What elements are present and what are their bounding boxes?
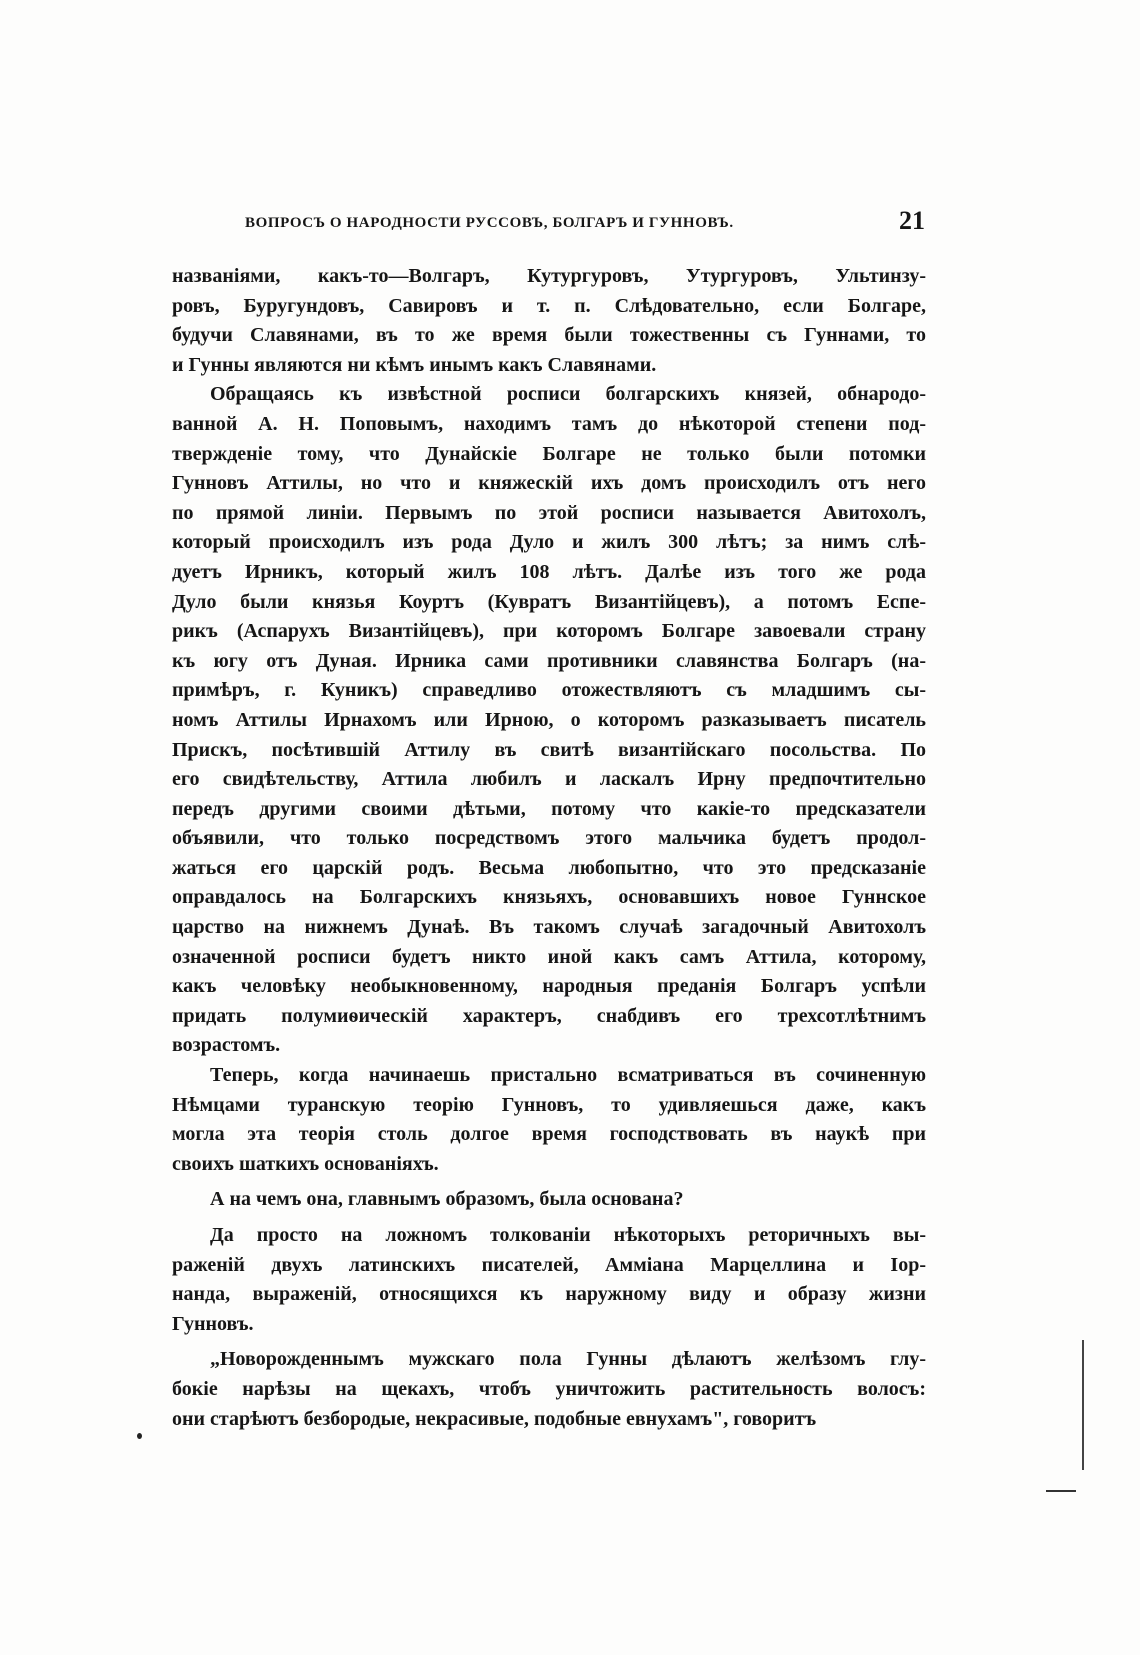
text-line: Теперь, когда начинаешь пристально всматриваться въ сочиненную — [210, 1064, 926, 1087]
text-line: могла эта теорія столь долгое время господствовать въ наукѣ при — [172, 1123, 926, 1146]
text-line: означенной росписи будетъ никто иной какъ самъ Аттила, которому, — [172, 945, 926, 968]
running-title: ВОПРОСЪ О НАРОДНОСТИ РУССОВЪ, БОЛГАРЪ И ГУННОВЪ. — [245, 215, 734, 231]
paragraph — [172, 380, 926, 1061]
text-line: царство на нижнемъ Дунаѣ. Въ такомъ случаѣ загадочный Авитохолъ — [172, 916, 926, 939]
text-line: жаться его царскій родъ. Весьма любопытно, что это предсказаніе — [172, 856, 926, 879]
text-line: своихъ шаткихъ основаніяхъ. — [172, 1152, 439, 1175]
text-line: твержденіе тому, что Дунайскіе Болгаре не только были потомки — [172, 442, 926, 465]
paragraph — [172, 1061, 926, 1179]
text-line: Гунновъ Аттилы, но что и княжескій ихъ домъ происходилъ отъ него — [172, 472, 926, 495]
scan-edge-mark — [1046, 1490, 1076, 1492]
text-body — [172, 262, 926, 1434]
paragraph — [172, 1345, 926, 1434]
text-line: передъ другими своими дѣтьми, потому что какіе-то предсказатели — [172, 797, 926, 820]
text-line: по прямой линіи. Первымъ по этой росписи называется Авитохолъ, — [172, 501, 926, 524]
text-line: ванной А. Н. Поповымъ, находимъ тамъ до нѣкоторой степени под- — [172, 412, 926, 435]
text-line: раженій двухъ латинскихъ писателей, Амміана Марцеллина и Іор- — [172, 1253, 926, 1276]
print-speck — [137, 1433, 142, 1439]
text-line: дуетъ Ирникъ, который жилъ 108 лѣтъ. Далѣе изъ того же рода — [172, 560, 926, 583]
text-line: будучи Славянами, въ то же время были тожественны съ Гуннами, то — [172, 324, 926, 347]
text-line: рикъ (Аспарухъ Византійцевъ), при которомъ Болгаре завоевали страну — [172, 620, 926, 643]
text-line: Нѣмцами туранскую теорію Гунновъ, то удивляешься даже, какъ — [172, 1093, 926, 1116]
text-line: и Гунны являются ни кѣмъ инымъ какъ Славянами. — [172, 353, 657, 376]
scan-edge-line — [1082, 1340, 1084, 1470]
text-line: къ югу отъ Дуная. Ирника сами противники славянства Болгаръ (на- — [172, 649, 926, 672]
text-line: А на чемъ она, главнымъ образомъ, была основана? — [210, 1188, 684, 1211]
text-line: который происходилъ изъ рода Дуло и жилъ 300 лѣтъ; за нимъ слѣ- — [172, 531, 926, 554]
text-line: названіями, какъ-то—Волгаръ, Кутургуровъ, Утургуровъ, Ультинзу- — [172, 265, 926, 287]
text-line: номъ Аттилы Ирнахомъ или Ирною, о которомъ разказываетъ писатель — [172, 708, 926, 731]
text-line: примѣръ, г. Куникъ) справедливо отожествляютъ съ младшимъ сы- — [172, 679, 926, 702]
text-line: объявили, что только посредствомъ этого мальчика будетъ продол- — [172, 827, 926, 850]
text-line: Гунновъ. — [172, 1312, 254, 1335]
text-line: они старѣютъ безбородые, некрасивые, подобные евнухамъ", говоритъ — [172, 1407, 817, 1430]
paragraph — [172, 1185, 926, 1215]
text-line: ровъ, Буругундовъ, Савировъ и т. п. Слѣдовательно, если Болгаре, — [172, 294, 926, 317]
paragraph — [172, 1221, 926, 1339]
text-line: его свидѣтельству, Аттила любилъ и ласкалъ Ирну предпочтительно — [172, 768, 926, 791]
text-line: какъ человѣку необыкновенному, народныя преданія Болгаръ успѣли — [172, 975, 926, 998]
text-line: Обращаясь къ извѣстной росписи болгарскихъ князей, обнародо- — [210, 383, 926, 406]
text-line: возрастомъ. — [172, 1034, 281, 1057]
paragraph — [172, 262, 926, 380]
page-number: 21 — [899, 206, 925, 235]
text-line: Да просто на ложномъ толкованіи нѣкоторыхъ реторичныхъ вы- — [210, 1224, 926, 1246]
text-line: бокіе нарѣзы на щекахъ, чтобъ уничтожить растительность волосъ: — [172, 1377, 926, 1400]
text-line: нанда, выраженій, относящихся къ наружному виду и образу жизни — [172, 1283, 926, 1306]
text-line: оправдалось на Болгарскихъ князьяхъ, основавшихъ новое Гуннское — [172, 886, 926, 909]
text-line: Прискъ, посѣтившій Аттилу въ свитѣ византійскаго посольства. По — [172, 738, 926, 761]
text-line: придать полумиѳическій характеръ, снабдивъ его трехсотлѣтнимъ — [172, 1004, 926, 1027]
text-line: „Новорожденнымъ мужскаго пола Гунны дѣлаютъ желѣзомъ глу- — [210, 1348, 926, 1371]
running-head — [245, 206, 925, 238]
text-line: Дуло были князья Коуртъ (Кувратъ Византійцевъ), а потомъ Еспе- — [172, 590, 926, 613]
